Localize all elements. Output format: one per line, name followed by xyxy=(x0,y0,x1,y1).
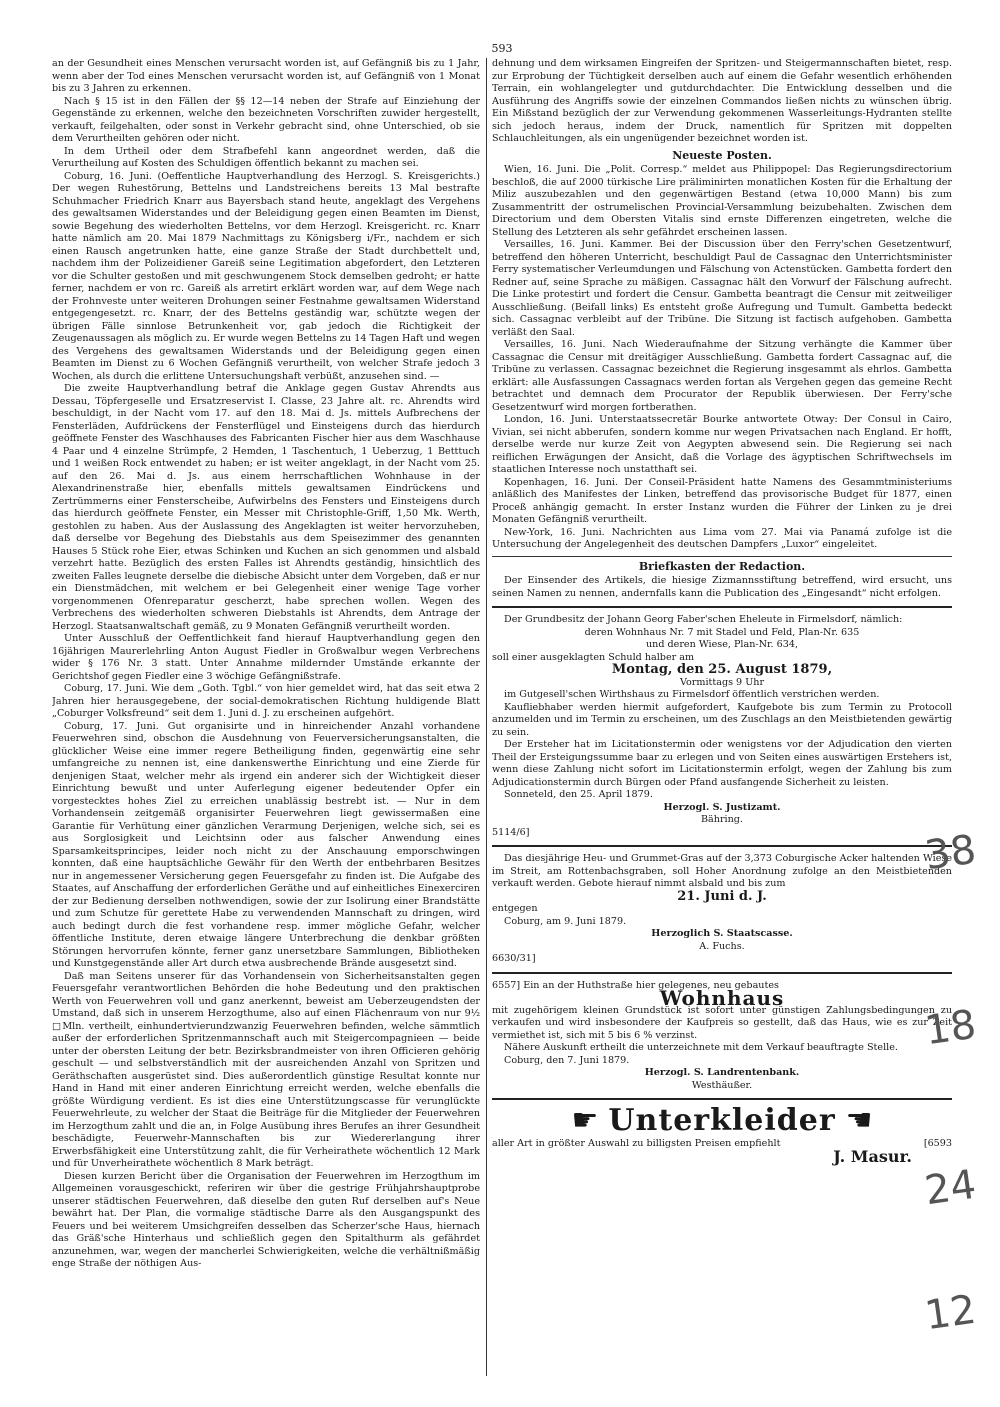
underwear-ad xyxy=(492,1102,952,1166)
ad-ref: [6593 xyxy=(923,1138,952,1149)
ad-text: entgegen xyxy=(492,903,538,914)
news-item: Kopenhagen, 16. Juni. Der Conseil-Präsident hatte Namens des Gesammtministeriums anläßlich des Manifestes der Linken, betreffend das provisorische Budget für 1877, einen Proceß anhängig gemacht. In erster Instanz wurden die Führer der Linken zu je drei Monaten Gefängniß verurtheilt. xyxy=(492,476,952,525)
paragraph: Coburg, 17. Juni. Wie dem „Goth. Tgbl.“ von hier gemeldet wird, hat das seit etwa 2 Jahren hier herausgegebene, der social-demokratischen Richtung huldigende Blatt „Coburger Volksfreund“ seit dem 1. Juni d. J. zu erscheinen aufgehört. xyxy=(52,683,480,719)
news-item: Versailles, 16. Juni. Nach Wiederaufnahme der Sitzung verhängte die Kammer über Cassagnac die Censur mit dreitägiger Ausschließung. Gambetta fordert Cassagnac auf, die Tribüne zu verlassen. Cassagnac bezeichnet die Regierung insgesammt als ehrlos. Gambetta erklärt: alle Ausfassungen Cassagnacs werden fortan als Vergehen gegen das gemeine Recht betrachtet und demnach dem Procurator der Republik überwiesen. Der Ferry'sche Gesetzentwurf wird morgen fortberathen. xyxy=(492,339,952,413)
pointing-hand-right-icon: ☛ xyxy=(571,1103,599,1138)
ad-text: Der Ersteher hat im Licitationstermin oder wenigstens vor der Adjudication den vierten Theil der Ersteigungssumme baar zu erlegen und von Seiten eines auswärtigen Erstehers ist, wenn diese Zahlung nicht sofort im Licitationstermin erfolgt, wegen der Zahlung bis zum Adjudicationstermin durch Bürgen oder Pfand ausfangende Sicherheit zu leisten. xyxy=(492,739,952,788)
ad-date: 21. Juni d. J. xyxy=(677,888,767,904)
ad-sign: Westhäußer. xyxy=(691,1079,753,1091)
auction-ad xyxy=(492,614,952,839)
news-item: London, 16. Juni. Unterstaatssecretär Bourke antwortete Otway: Der Consul in Cairo, Vivian, sei nicht abberufen, sondern komme nur wegen Privatsachen nach England. Er hofft, derselbe werde nur kurze Zeit von Aegypten abwesend sein. Die Regierung sei nach reiflichen Erwägungen der Ansicht, daß die Vorlage des ägyptischen Schriftwechsels im staatlichen Interesse noch unstatthaft sei. xyxy=(492,414,952,475)
ad-date: Montag, den 25. August 1879, xyxy=(611,662,833,677)
paragraph: Coburg, 16. Juni. (Oeffentliche Hauptverhandlung des Herzogl. S. Kreisgerichts.) Der wegen Ruhestörung, Bettelns und Landstreichens bereits 13 Mal bestrafte Schuhmacher Friedrich Knarr aus Bayersbach stand heute, angeklagt des Vergehens des gewaltsamen Widerstandes und der Beleidigung gegen einen Beamten im Dienst, sowie Begehung des wiederholten Bettelns, vor dem Herzogl. Kreisgericht. rc. Knarr hatte nämlich am 20. Mai 1879 Nachmittags zu Königsberg i/Fr., nachdem er sich einen Rausch angetrunken hatte, eine ganze Straße der Stadt durchbettelt und, nachdem ihm der Polizeidiener Gareiß seine Legitimation abgefordert, den Letzteren vor die Schulter gestoßen und mit geschwungenem Stock demselben gedroht; er hatte ferner, nachdem er von rc. Gareiß als arretirt erklärt worden war, auf dem Wege nach der Frohnveste unter weiteren Drohungen seiner Festnahme gewaltsamen Widerstand entgegengesetzt. rc. Knarr, der des Bettelns geständig war, schützte wegen der übrigen Fälle sinnlose Betrunkenheit vor, gab jedoch die Richtigkeit der Zeugenaussagen als möglich zu. Er wurde wegen Bettelns zu 14 Tagen Haft und wegen des Vergehens des gewaltsamen Widerstands und der Beleidigung gegen einen Beamten im Dienst zu 6 Wochen Gefängniß verurtheilt, von welcher Strafe jedoch 3 Wochen, als durch die erlittene Untersuchungshaft verbüßt, anzusehen sind. — xyxy=(52,170,480,382)
news-item: New-York, 16. Juni. Nachrichten aus Lima vom 27. Mai via Panamá zufolge ist die Untersuchung der Angelegenheit des deutschen Dampfers „Luxor“ eingeleitet. xyxy=(492,526,952,550)
news-heading: Neueste Posten. xyxy=(672,148,772,162)
ad-intro: 6557] Ein an der Huthstraße hier gelegenes, neu gebautes xyxy=(492,979,779,991)
ad-time: Vormittags 9 Uhr xyxy=(679,676,765,688)
ad-text: im Gutgesell'schen Wirthshaus zu Firmelsdorf öffentlich verstrichen werden. xyxy=(504,689,880,700)
handwritten-note: 18 xyxy=(922,1001,979,1055)
news-item: Versailles, 16. Juni. Kammer. Bei der Discussion über den Ferry'schen Gesetzentwurf, betreffend den höheren Unterricht, beschuldigt Paul de Cassagnac den Unterrichtsminister Ferry systematischer Verleumdungen und Fälschung von Actenstücken. Gambetta fordert den Redner auf, seine Sprache zu mäßigen. Cassagnac hält den Vorwurf der Fälschung aufrecht. Die Linke protestirt und fordert die Censur. Gambetta beantragt die Censur mit zeitweiliger Ausschließung. (Beifall links) Es entsteht große Aufregung und Tumult. Gambetta bedeckt sich. Cassagnac verbleibt auf der Tribüne. Die Sitzung ist factisch aufgehoben. Gambetta verläßt den Saal. xyxy=(492,239,952,338)
divider xyxy=(492,556,952,557)
paragraph: In dem Urtheil oder dem Strafbefehl kann angeordnet werden, daß die Verurtheilung auf Kosten des Schuldigen öffentlich bekannt zu machen sei. xyxy=(52,145,480,169)
ad-sign: A. Fuchs. xyxy=(699,940,745,952)
briefkasten-text: Der Einsender des Artikels, die hiesige Zizmannsstiftung betreffend, wird ersucht, uns seinen Namen zu nennen, andernfalls kann die Publication des „Eingesandt“ nicht erfolgen. xyxy=(492,575,952,599)
ad-text: Kaufliebhaber werden hiermit aufgefordert, Kaufgebote bis zum Termin zu Protocoll anzumelden und im Termin zu erscheinen, um des Zuschlags an den Meistbietenden gewärtig zu sein. xyxy=(492,701,952,738)
handwritten-note: 12 xyxy=(922,1286,979,1340)
paragraph: Unter Ausschluß der Oeffentlichkeit fand hierauf Hauptverhandlung gegen den 16jährigen Maurerlehrling Anton August Fiedler in Großwalbur wegen Verbrechens wider § 176 Nr. 3 statt. Unter Annahme mildernder Umstände erkannte der Gerichtshof gegen Fiedler eine 3 wöchige Gefängnißstrafe. xyxy=(52,633,480,682)
ad-title: Wohnhaus xyxy=(659,986,785,1010)
ad-divider xyxy=(492,606,952,608)
ad-text: mit zugehörigem kleinen Grundstück ist sofort unter günstigen Zahlungsbedingungen zu verkaufen und wird insbesondere der Kaufpreis so gestellt, daß das Haus, wie es zur Zeit vermiethet ist, sich mit 5 bis 6 % verzinst. xyxy=(492,1004,952,1041)
handwritten-note: 24 xyxy=(922,1161,979,1215)
paragraph: an der Gesundheit eines Menschen verursacht worden ist, auf Gefängniß bis zu 1 Jahr, wenn aber der Tod eines Menschen verursacht worden ist, auf Gefängniß von 1 Monat bis zu 3 Jahren zu erkennen. xyxy=(52,58,480,94)
paragraph: Coburg, 17. Juni. Gut organisirte und in hinreichender Anzahl vorhandene Feuerwehren sind, obschon die Ausdehnung von Feuerversicherungsanstalten, die glücklicher Weise eine immer regere Betheiligung finden, gegenwärtig eine sehr umfangreiche zu nennen ist, eine dankenswerthe Einrichtung und eine Zierde für denjenigen Staat, welcher mehr als irgend ein anderer sich der Wichtigkeit dieser Einrichtung bewußt und unter Auferlegung eigener bedeutender Opfer ein vorgestecktes hohes Ziel zu erreichen unablässig bestrebt ist. — Nur in dem Vorhandensein zeitgemäß organisirter Feuerwehren liegt gewissermaßen eine Garantie für Verhütung einer gänzlichen Verarmung Derjenigen, welche sich, sei es aus Sorglosigkeit und Leichtsinn oder aus falscher Anwendung eines Sparsamkeitsprincipes, leider noch nicht zu der Anschauung emporschwingen konnten, daß eine hauptsächliche Gewähr für den Werth der entbehrbaren Besitzes nur in angemessener Versicherung gegen Feuersgefahr zu finden ist. Die Aufgabe des Staates, auf Anschaffung der erforderlichen Geräthe und auf einheitliches Einexerciren der zur Bedienung derselben nothwendigen, sowie der zur Isolirung einer Brandstätte und zum Schutze für gerettete Habe zu verwendenden Mannschaft zu dringen, wird auch bedingt durch die fest vorhandene resp. immer mögliche Gefahr, welcher öffentliche Institute, deren etwaige längere Unterbrechung die denkbar größten Störungen hervorrufen könnte, ferner ganz unersetzbare Sammlungen, Bibliotheken und Kunstgegenstände aller Art durch etwa ausbrechende Brände ausgesetzt sind. xyxy=(52,720,480,969)
ad-office: Herzoglich S. Staatscasse. xyxy=(651,928,793,939)
newspaper-page xyxy=(52,42,952,1382)
ad-office: Herzogl. S. Landrentenbank. xyxy=(644,1067,800,1078)
paragraph: Daß man Seitens unserer für das Vorhandensein von Sicherheitsanstalten gegen Feuersgefahr verantwortlichen Behörden die hohe Bedeutung und den praktischen Werth von Feuerwehren voll und ganz anerkennt, beweist am Ueberzeugendsten der Umstand, daß sich in unserem Herzogthume, also auf einen Flächenraum von nur 9½ □Mln. vertheilt, einhundertvierundzwanzig Feuerwehren befinden, welche sämmtlich außer der erforderlichen Spritzenmannschaft auch mit Steigercompagnieen — beide unter der obersten Leitung der betr. Bezirksbrandmeister von ihren Officieren gehörig geschult — und selbstverständlich mit der ausreichenden Anzahl von Spritzen und Geräthschaften ausgerüstet sind. Dies außerordentlich günstige Resultat konnte nur Hand in Hand mit einer anderen Einrichtung erreicht werden, welche ebenfalls die größte Würdigung verdient. Es ist dies eine Unterstützungscasse für verunglückte Feuerwehrleute, zu welcher der Staat die Beiträge für die Mitglieder der Feuerwehren im Herzogthum zahlt und die an, in Folge Ausübung ihres Berufes an ihrer Gesundheit beschädigte, Feuerwehr-Mannschaften bis zur Wiedererlangung ihrer Erwerbsfähigkeit eine Unterstützung zahlt, die für Verheirathete wöchentlich 12 Mark und für Unverheirathete wöchentlich 8 Mark beträgt. xyxy=(52,970,480,1169)
right-column xyxy=(492,58,952,1378)
ad-title: Unterkleider xyxy=(608,1102,836,1138)
ad-text: Nähere Auskunft ertheilt die unterzeichnete mit dem Verkauf beauftragte Stelle. xyxy=(504,1042,898,1053)
ad-divider xyxy=(492,1098,952,1100)
paragraph: Nach § 15 ist in den Fällen der §§ 12—14 neben der Strafe auf Einziehung der Gegenstände zu erkennen, welche den bezeichneten Vorschriften zuwider hergestellt, verkauft, feilgehalten, oder sonst in Verkehr gebracht sind, ohne Unterschied, ob sie dem Verurtheilten gehören oder nicht. xyxy=(52,95,480,144)
page-number: 593 xyxy=(491,42,513,55)
paragraph: Diesen kurzen Bericht über die Organisation der Feuerwehren im Herzogthum im Allgemeinen vorausgeschickt, referiren wir über die gestrige Frühjahrshauptprobe unserer städtischen Feuerwehren, daß dieselbe den guten Ruf derselben auf's Neue bewährt hat. Der Plan, die vormalige städtische Darre als den Ausgangspunkt des Feuers und bei weiterem Umsichgreifen desselben das Scherzer'sche Haus, hiernach das Gräß'sche Hinterhaus und schließlich gegen den Spitalthurm als gefährdet anzunehmen, war, wegen der mancherlei Schwierigkeiten, welche die verhältnißmäßig enge Straße der nöthigen Aus- xyxy=(52,1170,480,1269)
column-divider xyxy=(486,58,487,1376)
hay-sale-ad xyxy=(492,853,952,966)
ad-ref: 5114/6] xyxy=(492,826,530,838)
ad-text: Das diesjährige Heu- und Grummet-Gras auf der 3,373 Coburgische Acker haltenden Wiese im Streit, am Rottenbachsgraben, soll Hoher Anordnung zufolge an den Meistbietenden verkauft werden. Gebote hierauf nimmt alsbald und bis zum xyxy=(492,853,952,889)
ad-office: Herzogl. S. Justizamt. xyxy=(663,801,781,813)
house-sale-ad xyxy=(492,980,952,1093)
paragraph: dehnung und dem wirksamen Eingreifen der Spritzen- und Steigermannschaften bietet, resp. zur Erprobung der Tüchtigkeit derselben auch auf einem die Gefahr wesentlich erhöhenden Terrain, ein wohlangelegter und gutdurchdachter. Die Entwicklung desselben und die Ausführung des Angriffs sowie der einzelnen Commandos ließen nichts zu wünschen übrig. Ein Mißstand bezüglich der zur Verwendung gekommenen Wasserleitungs-Hydranten stellte sich jedoch heraus, indem der Druck, namentlich für Spritzen mit doppelten Schlauchleitungen, als ein ungenügender bezeichnet worden ist. xyxy=(492,58,952,144)
paragraph: Die zweite Hauptverhandlung betraf die Anklage gegen Gustav Ahrendts aus Dessau, Töpfergeselle und Ersatzreservist I. Classe, 23 Jahre alt. rc. Ahrendts wird beschuldigt, in der Nacht vom 17. auf den 18. Mai d. Js. mittels Aufbrechens der Fensterläden, Aufdrückens der Fensterflügel und Einsteigens durch das hierdurch geöffnete Fenster des Waschhauses des Fabricanten Fischer hier aus dem Waschhause 4 Paar und 4 einzelne Strümpfe, 2 Hemden, 1 Taschentuch, 1 Ueberzug, 1 Betttuch und 1 weißen Rock entwendet zu haben; er ist weiter angeklagt, in der Nacht vom 25. auf den 26. Mai d. Js. aus einem herrschaftlichen Wohnhause in der Alexandrinenstraße hier, ebenfalls mittels gewaltsamen Eindrückens und Zertrümmerns einer Fensterscheibe, Aufwirbelns des Fensters und Einsteigens durch das hierdurch geöffnete Fenster, ein Messer mit Christophle-Griff, 1,50 Mk. Werth, gestohlen zu haben. Aus der Auslassung des Angeklagten ist weiter hervorzuheben, daß derselbe vor Begehung des Diebstahls aus dem Speisezimmer des genannten Hauses 5 Stück rohe Eier, etwas Schinken und Kuchen an sich genommen und alsbald verzehrt hatte. Bezüglich des ersten Falles ist Ahrendts geständig, hinsichtlich des zweiten Falles leugnete derselbe die diebische Absicht unter dem Vorgeben, daß er nur ein Dienstmädchen, mit welchem er bei Gelegenheit einer wenige Tage vorher vorgenommenen Ofenreparatur gescherzt, habe sprechen wollen. Wegen des Verbrechens des wiederholten schweren Diebstahls ist Ahrendts, dem Antrage der Herzogl. Staatsanwaltschaft gemäß, zu 9 Monaten Gefängniß verurtheilt worden. xyxy=(52,383,480,632)
ad-intro: Der Grundbesitz der Johann Georg Faber'schen Eheleute in Firmelsdorf, nämlich: xyxy=(504,614,903,625)
ad-divider xyxy=(492,972,952,974)
ad-sign: J. Masur. xyxy=(833,1146,912,1166)
news-item: Wien, 16. Juni. Die „Polit. Corresp.“ meldet aus Philippopel: Das Regierungsdirectorium beschloß, die auf 2000 türkische Lire präliminirten monatlichen Kosten für die Erhaltung der Miliz auszubezahlen und den gegenwärtigen Bestand (etwa 10,000 Mann) bis zum Zusammentritt der ostrumelischen Provincial-Versammlung beizubehalten. Zwischen dem Directorium und dem Obersten Vitalis sind ernste Differenzen eingetreten, welche die Stellung des Letzteren als sehr gefährdet erscheinen lassen. xyxy=(492,164,952,238)
ad-divider xyxy=(492,845,952,847)
ad-body: aller Art in größter Auswahl zu billigsten Preisen empfiehlt xyxy=(492,1138,781,1149)
ad-place: Coburg, den 7. Juni 1879. xyxy=(504,1054,630,1066)
ad-text: soll einer ausgeklagten Schuld halber am xyxy=(492,651,695,663)
ad-sign: Bähring. xyxy=(701,814,743,825)
ad-place: Coburg, am 9. Juni 1879. xyxy=(504,915,627,927)
handwritten-note: 38 xyxy=(922,826,979,880)
ad-banner xyxy=(492,1102,952,1138)
ad-ref: 6630/31] xyxy=(492,953,536,964)
briefkasten-heading: Briefkasten der Redaction. xyxy=(638,559,806,573)
ad-item: und deren Wiese, Plan-Nr. 634, xyxy=(645,639,799,650)
ad-place: Sonneteld, den 25. April 1879. xyxy=(504,789,653,800)
left-column xyxy=(52,58,480,1378)
pointing-hand-left-icon: ☚ xyxy=(845,1103,873,1138)
ad-item: deren Wohnhaus Nr. 7 mit Stadel und Feld, Plan-Nr. 635 xyxy=(584,626,860,638)
